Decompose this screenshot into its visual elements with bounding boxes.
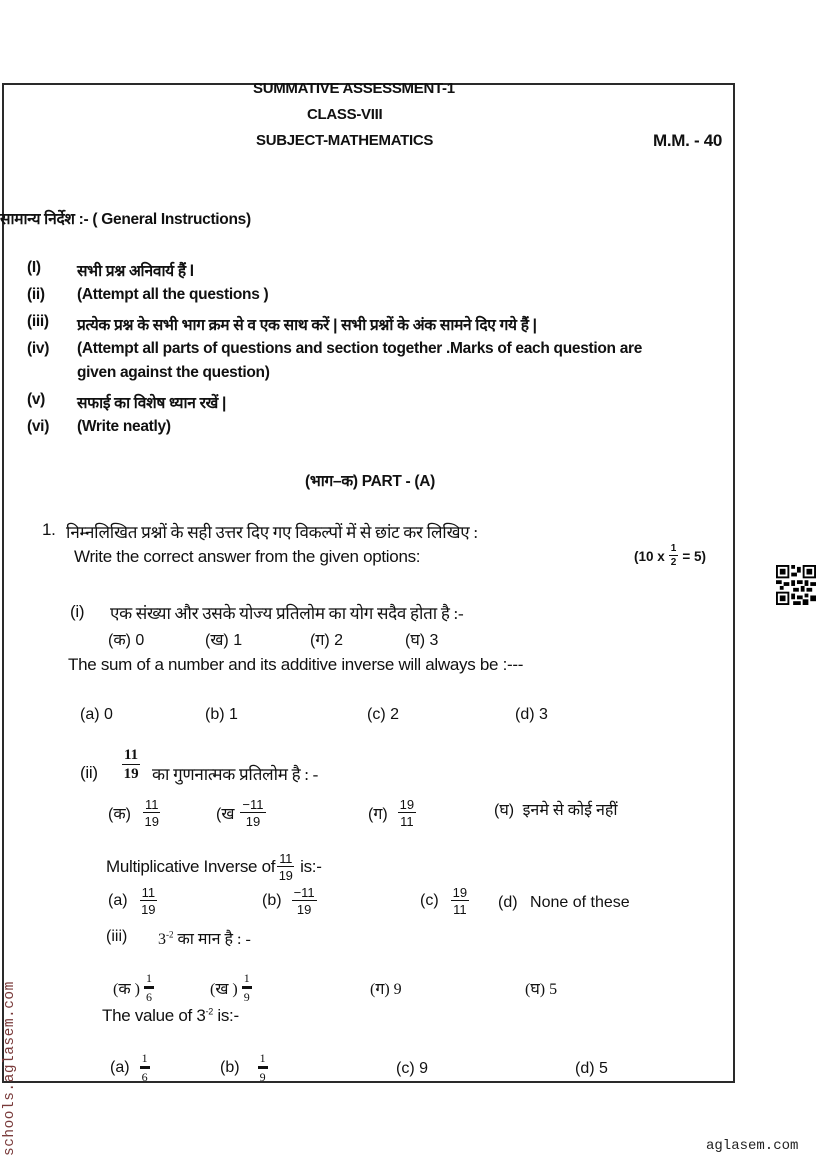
instruction-num: (vi) (27, 418, 50, 435)
part-i-english-option: (a) 0 (80, 706, 113, 723)
part-i-hindi-option: (ख) 1 (205, 632, 243, 649)
part-ii-english-option-c: (c) $\frac{19}{11}$ (420, 885, 468, 917)
instruction-text: (Attempt all parts of questions and section together .Marks of each question are (77, 340, 643, 357)
part-ii-english-option-d: (d) None of these (498, 894, 630, 911)
part-iii-hindi-option-b: (ख ) $\frac{1}{9}$ (210, 971, 250, 1004)
instruction-text: (Write neatly) (77, 418, 171, 435)
max-marks: M.M. - 40 (653, 131, 723, 150)
instructions-heading: सामान्य निर्देश :- ( General Instructions) (0, 211, 251, 228)
instruction-num: (v) (27, 391, 46, 408)
part-iii-english-option-c: (c) 9 (396, 1060, 428, 1077)
part-iii-hindi: $3^{-2}$ का मान है : - (158, 929, 251, 948)
part-i-english-option: (c) 2 (367, 706, 399, 723)
part-ii-hindi-option-c: (ग) $\frac{19}{11}$ (368, 797, 415, 829)
part-ii-number: (ii) (80, 763, 98, 782)
side-watermark: schools.aglasem.com (2, 981, 18, 1156)
part-i-hindi-option: (क) 0 (108, 632, 145, 649)
part-ii-hindi-option-a: (क) $\frac{11}{19}$ (108, 797, 159, 829)
marks-prefix: (10 x (634, 548, 665, 564)
marks-suffix: = 5) (682, 548, 706, 564)
section-title: (भाग–क) PART - (A) (305, 473, 436, 490)
part-ii-hindi-option-d: (घ) इनमे से कोई नहीं (494, 802, 618, 819)
instruction-text: सफाई का विशेष ध्यान रखें | (77, 395, 227, 412)
part-iii-hindi-option-c: (ग) 9 (370, 981, 402, 998)
instruction-text: सभी प्रश्न अनिवार्य हैं l (77, 263, 194, 280)
part-iii-english-option-b: (b) $\frac{1}{9}$ (220, 1051, 266, 1084)
instruction-text: given against the question) (77, 364, 270, 381)
part-ii-english-option-b: (b) $\frac{-11}{19}$ (262, 885, 315, 917)
marks-fraction: $\frac{1}{2}$ (670, 543, 677, 568)
instruction-num: (iii) (27, 313, 49, 330)
instruction-text: (Attempt all the questions ) (77, 286, 269, 303)
part-i-hindi: एक संख्या और उसके योज्य प्रतिलोम का योग सदैव होता है :- (110, 604, 464, 623)
part-i-english-option: (d) 3 (515, 706, 548, 723)
exam-title: SUMMATIVE ASSESSMENT-1 (253, 80, 455, 97)
part-ii-english: Multiplicative Inverse of $\frac{11}{19}$ is:- (106, 851, 322, 883)
instruction-num: (iv) (27, 340, 50, 357)
question-english: Write the correct answer from the given options: (74, 547, 421, 566)
instruction-num: (I) (27, 259, 41, 276)
part-i-number: (i) (70, 602, 85, 621)
part-ii-hindi: का गुणनात्मक प्रतिलोम है : - (152, 765, 318, 784)
part-i-english: The sum of a number and its additive inverse will always be :--- (68, 655, 524, 674)
part-ii-fraction: $\frac{11}{19}$ (123, 747, 139, 782)
instruction-num: (ii) (27, 286, 45, 303)
part-iii-hindi-option-a: (क ) $\frac{1}{6}$ (113, 971, 152, 1004)
part-i-english-option: (b) 1 (205, 706, 238, 723)
part-iii-english-option-a: (a) $\frac{1}{6}$ (110, 1051, 148, 1084)
part-iii-hindi-option-d: (घ) 5 (525, 981, 558, 998)
bottom-watermark: aglasem.com (706, 1138, 799, 1154)
question-number: 1. (42, 520, 56, 539)
part-ii-hindi-option-b: (ख $\frac{-11}{19}$ (216, 797, 264, 829)
class-label: CLASS-VIII (307, 106, 383, 123)
part-ii-english-option-a: (a) $\frac{11}{19}$ (108, 885, 156, 917)
qr-code-icon (776, 565, 816, 605)
part-i-hindi-option: (ग) 2 (310, 632, 344, 649)
question-marks (634, 544, 706, 568)
question-hindi: निम्नलिखित प्रश्नों के सही उत्तर दिए गए विकल्पों में से छांट कर लिखिए : (66, 523, 478, 542)
part-iii-english-option-d: (d) 5 (575, 1060, 608, 1077)
instruction-text: प्रत्येक प्रश्न के सभी भाग क्रम से व एक साथ करें | सभी प्रश्नों के अंक सामने दिए गये हैं | (77, 317, 537, 334)
part-i-hindi-option: (घ) 3 (405, 632, 439, 649)
part-iii-english: The value of $3^{-2}$ is:- (102, 1006, 239, 1025)
subject-label: SUBJECT-MATHEMATICS (256, 132, 434, 149)
part-iii-number: (iii) (106, 928, 128, 945)
